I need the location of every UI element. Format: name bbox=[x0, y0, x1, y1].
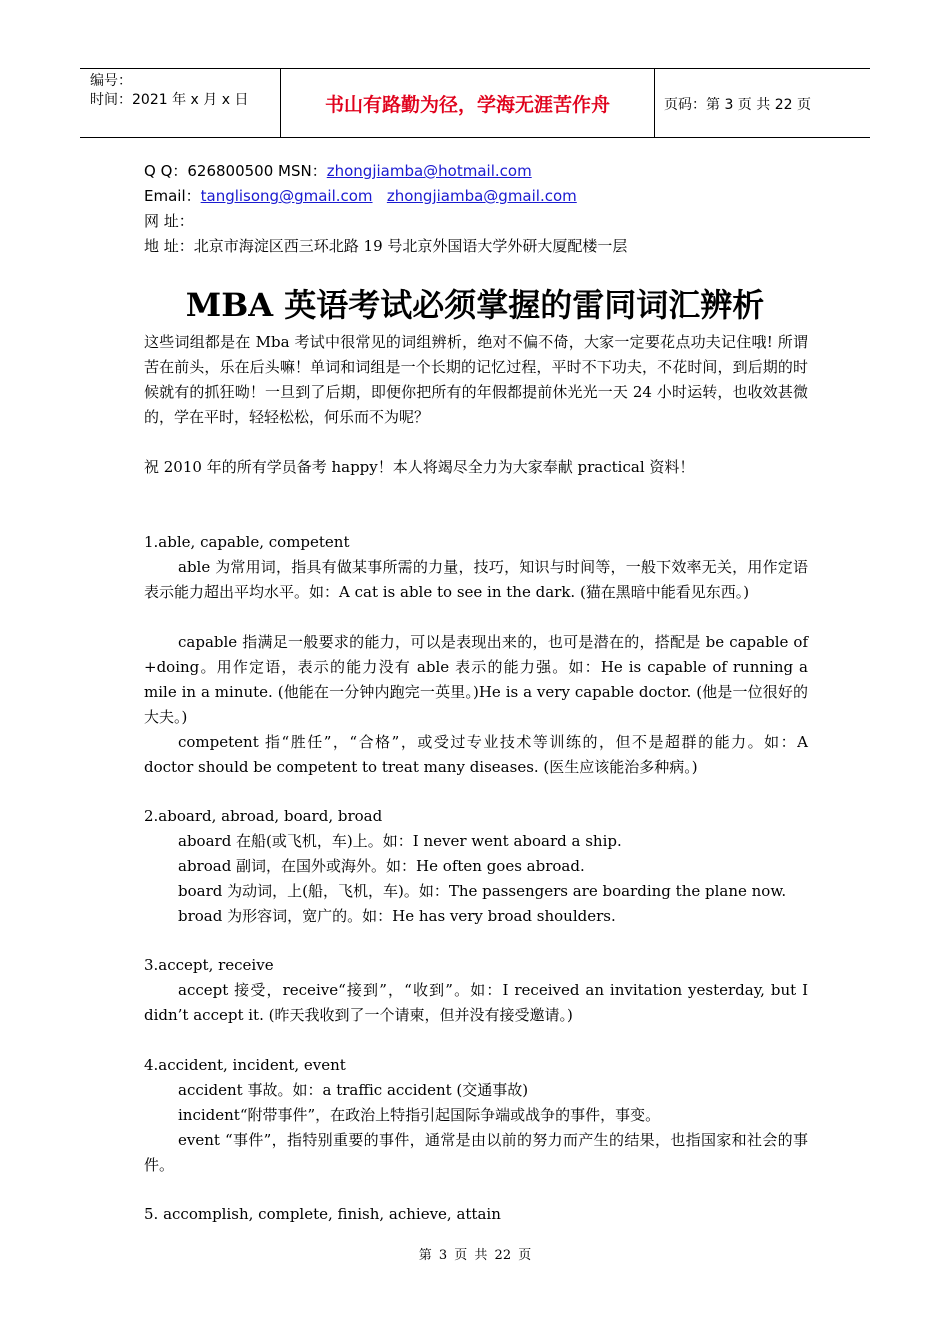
qq-msn-label: Q Q：626800500 MSN： bbox=[144, 162, 327, 180]
section-2-broad: broad 为形容词，宽广的。如：He has very broad shoulders. bbox=[178, 907, 616, 925]
email-link-2[interactable]: zhongjiamba@gmail.com bbox=[386, 187, 577, 205]
contact-website: 网 址： bbox=[144, 212, 194, 230]
contact-qq-line bbox=[144, 161, 532, 181]
header-motto: 书山有路勤为径，学海无涯苦作舟 bbox=[281, 69, 655, 137]
section-1-competent: competent 指“胜任”，“合格”，或受过专业技术等训练的，但不是超群的能力。如：A doctor should be competent to treat many diseases. (医生应该能治多种病。) bbox=[144, 733, 808, 776]
page-header bbox=[80, 68, 870, 138]
header-meta-cell bbox=[80, 69, 281, 137]
msn-email-link[interactable]: zhongjiamba@hotmail.com bbox=[326, 162, 532, 180]
email-label: Email： bbox=[144, 187, 201, 205]
contact-address: 地 址：北京市海淀区西三环北路 19 号北京外国语大学外研大厦配楼一层 bbox=[144, 237, 628, 255]
intro-paragraph: 这些词组都是在 Mba 考试中很常见的词组辨析，绝对不偏不倚，大家一定要花点功夫记住哦! 所谓苦在前头，乐在后头嘛！单词和词组是一个长期的记忆过程，平时不下功夫，不花时间，到后期的时候就有的抓狂呦！一旦到了后期，即便你把所有的年假都提前休光光一天 24 小时运转，也收效甚微的，学在平时，轻轻松松，何乐而不为呢？ bbox=[144, 333, 808, 426]
code-label: 编号： bbox=[90, 73, 132, 89]
contact-email-line bbox=[144, 186, 577, 206]
header-page-info: 页码：第 3 页 共 22 页 bbox=[664, 97, 811, 113]
section-2-board: board 为动词，上(船，飞机，车)。如：The passengers are boarding the plane now. bbox=[178, 882, 787, 900]
section-1-heading: 1.able, capable, competent bbox=[144, 533, 350, 551]
section-1-able: able 为常用词，指具有做某事所需的力量，技巧，知识与时间等，一般下效率无关，用作定语表示能力超出平均水平。如：A cat is able to see in the dark. (猫在黑暗中能看见东西。) bbox=[144, 558, 808, 601]
page-footer: 第 3 页 共 22 页 bbox=[418, 1248, 532, 1263]
section-2-heading: 2.aboard, abroad, board, broad bbox=[144, 807, 383, 825]
section-2-abroad: abroad 副词，在国外或海外。如：He often goes abroad. bbox=[178, 857, 585, 875]
document-title: MBA 英语考试必须掌握的雷同词汇辨析 bbox=[185, 286, 765, 324]
section-3-accept-receive: accept 接受，receive“接到”，“收到”。如：I received an invitation yesterday, but I didn’t accept it. (昨天我收到了一个请柬，但并没有接受邀请。) bbox=[144, 981, 808, 1024]
section-4-incident: incident“附带事件”，在政治上特指引起国际争端或战争的事件，事变。 bbox=[178, 1106, 661, 1124]
section-5-heading: 5. accomplish, complete, finish, achieve, attain bbox=[144, 1205, 501, 1223]
section-4-accident: accident 事故。如：a traffic accident (交通事故) bbox=[178, 1081, 529, 1099]
section-3-heading: 3.accept, receive bbox=[144, 956, 274, 974]
section-4-heading: 4.accident, incident, event bbox=[144, 1056, 346, 1074]
section-1-capable: capable 指满足一般要求的能力，可以是表现出来的，也可是潜在的，搭配是 be capable of +doing。用作定语，表示的能力没有 able 表示的能力强。如：He is capable of running a mile in a minute. (他能在一分钟内跑完一英里。)He is a very capable doctor. (他是一位很好的大夫。) bbox=[144, 633, 808, 726]
time-label: 时间：2021 年 x 月 x 日 bbox=[90, 92, 249, 108]
email-link-1[interactable]: tanglisong@gmail.com bbox=[200, 187, 373, 205]
section-2-aboard: aboard 在船(或飞机，车)上。如：I never went aboard a ship. bbox=[178, 832, 622, 850]
section-4-event: event “事件”，指特别重要的事件，通常是由以前的努力而产生的结果，也指国家和社会的事件。 bbox=[144, 1131, 808, 1174]
greeting-line: 祝 2010 年的所有学员备考 happy！本人将竭尽全力为大家奉献 practical 资料！ bbox=[144, 458, 695, 476]
